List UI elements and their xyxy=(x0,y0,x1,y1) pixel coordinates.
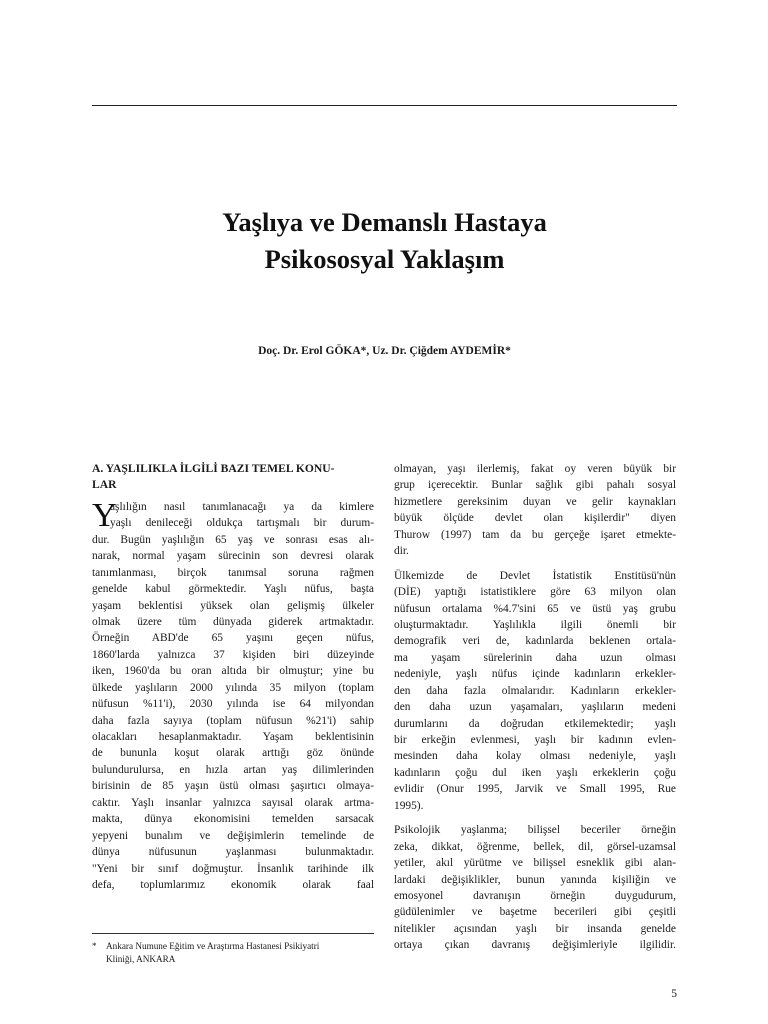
body-line: bir erkeğin evlenmesi, yaşlı bir kadının evlen- xyxy=(394,734,676,746)
body-line: olacakları hesaplanmaktadır. Yaşam beklentisinin xyxy=(92,731,374,743)
body-line: tanımlanması, birçok tanımsal soruna rağmen xyxy=(92,566,374,579)
body-line: iken, 1960'da bu oran altıda bir olmuştur; yine bu xyxy=(92,665,374,678)
body-line: yetiler, akıl yürütme ve bilişsel esneklik gibi alan- xyxy=(394,857,676,870)
body-line: evlidir (Onur 1995, Jarvik ve Small 1995, Rue xyxy=(394,783,676,796)
body-line: dir. xyxy=(394,545,409,558)
footnote-mark: * xyxy=(92,941,97,951)
body-line: grup içerecektir. Bunlar sağlık gibi pahalı sosyal xyxy=(394,479,676,492)
body-line: 1995). xyxy=(394,799,424,812)
left-column xyxy=(92,461,374,893)
body-line: dur. Bugün yaşlılığın 65 yaş ve sonrası esas alı- xyxy=(92,533,374,546)
body-line: zeka, dikkat, öğrenme, bellek, dil, görsel-uzamsal xyxy=(394,840,676,853)
body-line: 1860'larda yalnızca 37 kişiden biri düzeyinde xyxy=(92,648,374,661)
body-line: mesinden daha kolay olması nedeniyle, yaşlı xyxy=(394,750,676,763)
body-line: nüfusun ortalama %4.7'sini 65 ve üstü yaş grubu xyxy=(394,602,676,615)
body-line: olmayan, yaşı ilerlemiş, fakat oy veren büyük bir xyxy=(394,463,676,475)
body-line: kadınların çoğu dul iken yaşlı erkeklerin çoğu xyxy=(394,766,676,779)
body-line: ortaya çıkan davranış değişimleriyle ilgilidir. xyxy=(394,939,676,952)
author-line: Doç. Dr. Erol GÖKA*, Uz. Dr. Çiğdem AYDEMİR* xyxy=(258,345,511,357)
body-line: dünya nüfusunun yaşlanması bulunmaktadır. xyxy=(92,846,374,859)
body-line: yaşam beklentisi yüksek olan gelişmiş ülkeler xyxy=(92,599,374,612)
body-line: caktır. Yaşlı insanlar yalnızca sayısal olarak artma- xyxy=(92,796,374,809)
paragraph xyxy=(394,461,676,560)
body-line: narak, normal yaşam sürecinin son devresi olarak xyxy=(92,550,374,563)
body-line: genelde kabul görmektedir. Yaşlı nüfus, başta xyxy=(92,583,374,596)
footnote-line: Kliniği, ANKARA xyxy=(106,954,176,964)
body-line: Psikolojik yaşlanma; bilişsel beceriler örneğin xyxy=(394,824,676,837)
body-line: güdülenimler ve başetme becerileri gibi çeşitli xyxy=(394,906,676,919)
title-line: Psikososyal Yaklaşım xyxy=(264,244,505,274)
left-body-text xyxy=(92,532,374,894)
body-line: den daha fazla olmalarıdır. Kadınların erkekler- xyxy=(394,684,676,697)
body-line: emosyonel davranışın örneğin duygudurum, xyxy=(394,889,676,902)
paragraph xyxy=(394,822,676,954)
dropcap-paragraph-start xyxy=(92,496,374,534)
heading-line: LAR xyxy=(92,478,117,492)
paragraph xyxy=(394,568,676,815)
body-line: oluşturmaktadır. Yaşlılıkla ilgili önemli bir xyxy=(394,618,676,631)
body-line: yaşlı denileceği oldukça tartışmalı bir durum- xyxy=(110,517,374,530)
body-line: ülkede yaşlıların 2000 yılında 35 milyon (toplam xyxy=(92,681,374,694)
body-line: bulundurulursa, en hızla artan yaş dilimlerinden xyxy=(92,763,374,776)
body-line: hizmetlere gereksinim duyan ve gelir kaynakları xyxy=(394,495,676,508)
body-line: (DİE) yaptığı istatistiklere göre 63 milyon olan xyxy=(394,586,676,599)
body-line: nedeniyle, yaşlı nüfus içinde kadınların erkekler- xyxy=(394,668,676,681)
body-line: büyük ölçüde devlet olan kişilerdir" diyen xyxy=(394,512,676,525)
drop-cap: Y xyxy=(92,496,117,534)
body-line: lardaki değişiklikler, bunun yanında kişiliğin ve xyxy=(394,873,676,886)
header-rule xyxy=(92,105,677,106)
body-line: de bununla koşut olarak arttığı göz önünde xyxy=(92,747,374,760)
page-number: 5 xyxy=(671,988,677,1000)
body-line: ma yaşam sürelerinin daha uzun olması xyxy=(394,651,676,664)
body-line: makta, dünya ekonomisini temelden sarsacak xyxy=(92,813,374,826)
body-line: olmak üzere tüm dünyada giderek artmaktadır. xyxy=(92,615,374,628)
body-line: daha fazla sayıya (toplam nüfusun %21'i) sahip xyxy=(92,714,374,727)
section-heading xyxy=(92,461,374,494)
body-line: birisinin de 85 yaşın üstü olması şaşırtıcı olmaya- xyxy=(92,780,374,793)
body-line: defa, toplumlarımız ekonomik olarak faal xyxy=(92,878,374,891)
body-line: nitelikler açısından yaşlı bir insanda genelde xyxy=(394,922,676,935)
body-line: nüfusun %11'i), 2030 yılında ise 64 milyondan xyxy=(92,698,374,711)
footnote-line: Ankara Numune Eğitim ve Araştırma Hastanesi Psikiyatri xyxy=(106,941,320,951)
title-line: Yaşlıya ve Demanslı Hastaya xyxy=(222,207,547,237)
body-line: den daha uzun yaşamaları, yaşlıların medeni xyxy=(394,701,676,714)
body-line: durumlarını da doğrudan etkilemektedir; yaşlı xyxy=(394,717,676,730)
body-line: yepyeni bunalım ve değişimlerin temelinde de xyxy=(92,829,374,842)
body-line: Örneğin ABD'de 65 yaşını geçen nüfus, xyxy=(92,632,374,645)
body-line: "Yeni bir sınıf doğmuştur. İnsanlık tarihinde ilk xyxy=(92,862,374,875)
footnote-rule xyxy=(92,933,374,934)
heading-line: A. YAŞLILIKLA İLGİLİ BAZI TEMEL KONU- xyxy=(92,462,335,475)
article-title xyxy=(92,204,677,278)
body-line: aşlılığın nasıl tanımlanacağı ya da kimlere xyxy=(110,500,374,513)
right-column xyxy=(394,461,676,954)
body-line: Ülkemizde de Devlet İstatistik Enstitüsü'nün xyxy=(394,569,676,582)
footnote xyxy=(92,940,374,966)
body-line: Thurow (1997) tam da bu gerçeğe işaret etmekte- xyxy=(394,528,676,541)
body-line: demografik veri de, kadınlarda beklenen ortala- xyxy=(394,635,676,648)
